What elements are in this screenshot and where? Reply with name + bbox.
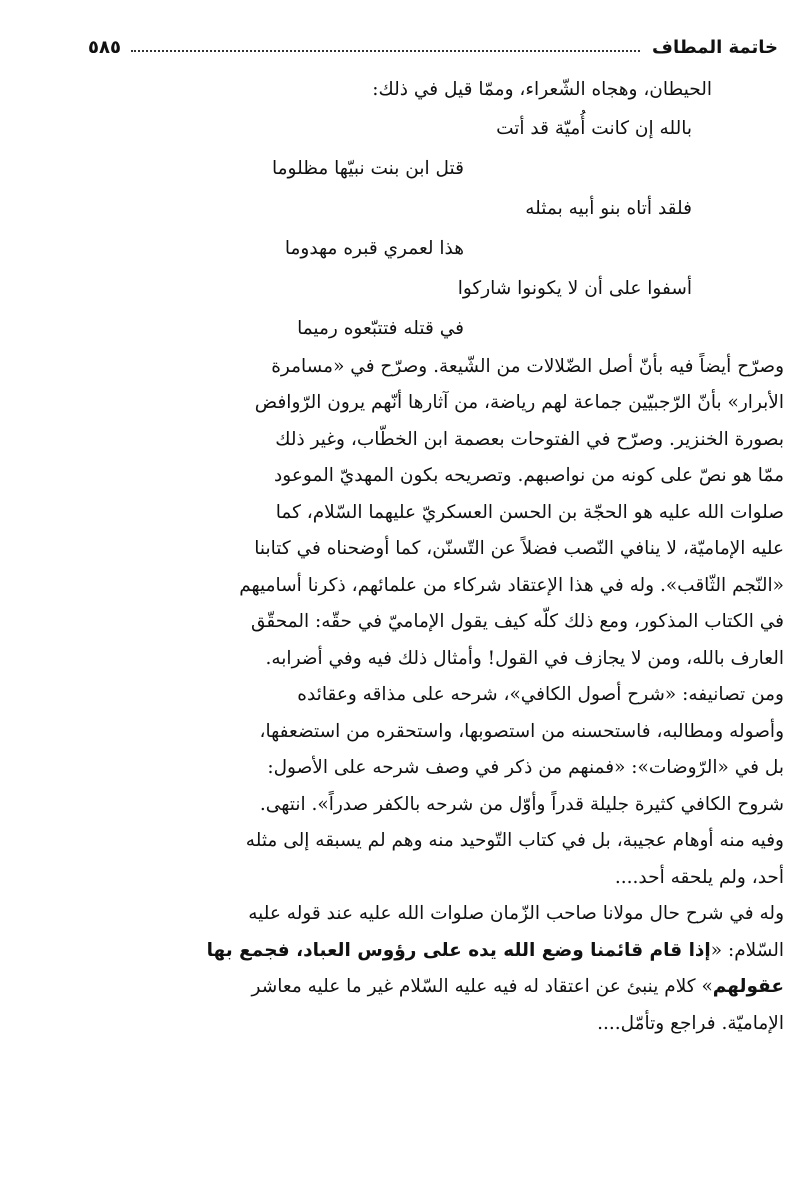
page-number: ٥٨٥ bbox=[88, 36, 121, 58]
poem-verse: قتل ابن بنت نبيّها مظلوما bbox=[271, 157, 464, 179]
text-line: وصرّح أيضاً فيه بأنّ أصل الضّلالات من الشّيعة. وصرّح في «مسامرة bbox=[271, 355, 784, 377]
poem-verse: في قتله فتتبّعوه رميما bbox=[297, 317, 464, 339]
poem-verse: هذا لعمري قبره مهدوما bbox=[284, 237, 464, 259]
text-line: وله في شرح حال مولانا صاحب الزّمان صلوات الله عليه عند قوله عليه bbox=[248, 903, 784, 924]
text-fragment: السّلام: « bbox=[710, 939, 784, 961]
text-line: الإماميّة. فراجع وتأمّل.... bbox=[597, 1012, 784, 1034]
text-line: في الكتاب المذكور، ومع ذلك كلّه كيف يقول الإماميّ في حقّه: المحقّق bbox=[250, 611, 784, 632]
text-line: وأصوله ومطالبه، فاستحسنه من استصوبها، واستحقره من استضعفها، bbox=[259, 720, 784, 742]
text-line: ومن تصانيفه: «شرح أصول الكافي»، شرحه على مذاقه وعقائده bbox=[297, 684, 784, 705]
text-line: الأبرار» بأنّ الرّجبيّين جماعة لهم رياضة، من آثارها أنّهم يرون الرّوافض bbox=[254, 392, 784, 413]
hadith-quote: عقولهم bbox=[712, 976, 784, 997]
text-line: العارف بالله، ومن لا يجازف في القول! وأمثال ذلك فيه وفي أضرابه. bbox=[265, 647, 784, 669]
text-line: الحيطان، وهجاه الشّعراء، وممّا قيل في ذلك: bbox=[372, 79, 712, 100]
text-line: شروح الكافي كثيرة جليلة قدراً وأوّل من شرحه بالكفر صدراً». انتهى. bbox=[259, 793, 784, 815]
text-fragment: » كلام ينبئ عن اعتقاد له فيه عليه السّلام غير ما عليه معاشر bbox=[251, 976, 713, 997]
running-title: خاتمة المطاف bbox=[652, 36, 778, 58]
poem-verse: فلقد أتاه بنو أبيه بمثله bbox=[525, 197, 692, 219]
header-dot-leader bbox=[131, 50, 640, 52]
text-line-with-quote bbox=[84, 933, 784, 970]
text-line-with-quote bbox=[84, 969, 784, 1006]
text-line: بل في «الرّوضات»: «فمنهم من ذكر في وصف شرحه على الأصول: bbox=[267, 757, 784, 778]
text-line: «النّجم الثّاقب». وله في هذا الإعتقاد شركاء من علمائهم، ذكرنا أساميهم bbox=[239, 574, 784, 596]
text-line: عليه الإماميّة، لا ينافي النّصب فضلاً عن التّسنّن، كما أوضحناه في كتابنا bbox=[254, 538, 784, 559]
page-body bbox=[84, 72, 784, 1042]
text-line: ممّا هو نصّ على كونه من نواصبهم. وتصريحه بكون المهديّ الموعود bbox=[274, 465, 784, 486]
poem-verse: بالله إن كانت أُميّة قد أتت bbox=[496, 117, 692, 139]
text-line: صلوات الله عليه هو الحجّة بن الحسن العسكريّ عليهما السّلام، كما bbox=[275, 501, 784, 523]
hadith-quote: إذا قام قائمنا وضع الله يده على رؤوس العباد، فجمع بها bbox=[206, 939, 711, 961]
text-line: وفيه منه أوهام عجيبة، بل في كتاب التّوحيد منه وهم لم يسبقه إلى مثله bbox=[245, 830, 784, 851]
text-line: أحد، ولم يلحقه أحد.... bbox=[614, 866, 784, 888]
text-line: بصورة الخنزير. وصرّح في الفتوحات بعصمة ابن الخطّاب، وغير ذلك bbox=[275, 428, 784, 450]
poem-verse: أسفوا على أن لا يكونوا شاركوا bbox=[457, 277, 692, 299]
page-header bbox=[88, 30, 778, 64]
poem bbox=[84, 109, 784, 349]
